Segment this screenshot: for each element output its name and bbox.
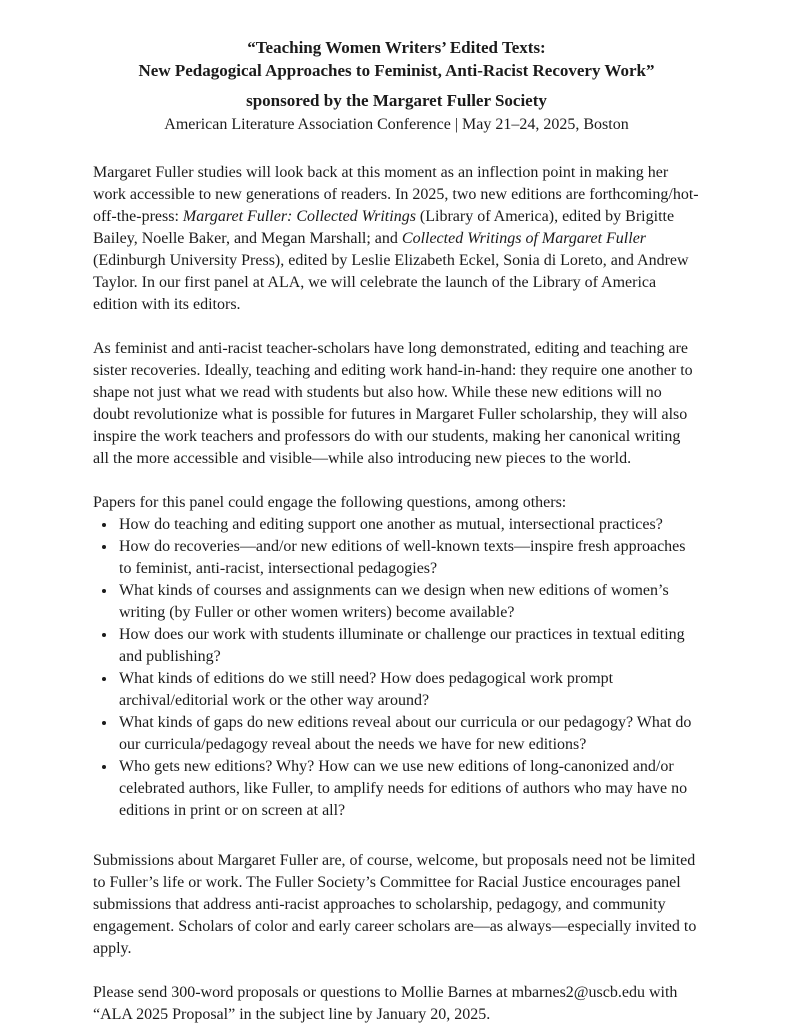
italic-book-title: Collected Writings of Margaret Fuller [401,230,647,247]
text-run: Margaret Fuller studies will look back at this moment as an inflection point in making her work accessible to new generations of readers. In 2025, two new editions are forthcoming/hot-off-the-press: [93,164,699,225]
paragraph-contact-deadline: Please send 300-word proposals or questions to Mollie Barnes at mbarnes2@uscb.edu with “ALA 2025 Proposal” in the subject line by January 20, 2025. [93,984,678,1023]
document-body [93,162,700,1024]
document-header [93,36,700,136]
italic-book-title: Margaret Fuller: Collected Writings [182,208,416,225]
question-bullet-item: • What kinds of gaps do new editions reveal about our curricula or our pedagogy? What do our curricula/pedagogy reveal about the needs we have for new editions? [117,712,700,756]
conference-info-line: American Literature Association Conference | May 21–24, 2025, Boston [164,116,629,133]
sponsor-line: sponsored by the Margaret Fuller Society [246,91,547,110]
text-run: (Library of America), edited by Brigitte Bailey, Noelle Baker, and Megan Marshall; and [93,208,675,247]
paragraph-intro-editions [93,162,700,316]
paragraph-sister-recoveries: As feminist and anti-racist teacher-scholars have long demonstrated, editing and teaching are sister recoveries. Ideally, teaching and editing work hand-in-hand: they require one another to shape not just what we read with students but also how. While these new editions will no doubt revolutionize what is possible for futures in Margaret Fuller scholarship, they will also inspire the work teachers and professors do with our students, making her canonical writing all the more accessible and visible—while also introducing new pieces to the world. [93,340,693,467]
question-bullet-item: • What kinds of courses and assignments can we design when new editions of women’s writing (by Fuller or other women writers) become available? [117,580,700,624]
text-run: (Edinburgh University Press), edited by Leslie Elizabeth Eckel, Sonia di Loreto, and Andrew Taylor. In our first panel at ALA, we will celebrate the launch of the Library of America edition with its editors. [93,252,689,313]
question-bullet-item: • Who gets new editions? Why? How can we use new editions of long-canonized and/or celebrated authors, like Fuller, to amplify needs for editions of authors who may have no editions in print or on screen at all? [117,756,700,822]
question-bullet-item: • How does our work with students illuminate or challenge our practices in textual editing and publishing? [117,624,700,668]
title-line-2: New Pedagogical Approaches to Feminist, Anti-Racist Recovery Work” [138,61,655,80]
questions-lead-line: Papers for this panel could engage the following questions, among others: [93,494,567,511]
question-bullet-item: • How do teaching and editing support one another as mutual, intersectional practices? [117,514,700,536]
title-line-1: “Teaching Women Writers’ Edited Texts: [247,38,546,57]
questions-bullet-list [93,514,700,822]
paragraph-submissions-policy: Submissions about Margaret Fuller are, of course, welcome, but proposals need not be limited to Fuller’s life or work. The Fuller Society’s Committee for Racial Justice encourages panel submissions that address anti-racist approaches to scholarship, pedagogy, and community engagement. Scholars of color and early career scholars are—as always—especially invited to apply. [93,852,697,957]
question-bullet-item: • What kinds of editions do we still need? How does pedagogical work prompt archival/editorial work or the other way around? [117,668,700,712]
question-bullet-item: • How do recoveries—and/or new editions of well-known texts—inspire fresh approaches to feminist, anti-racist, intersectional pedagogies? [117,536,700,580]
